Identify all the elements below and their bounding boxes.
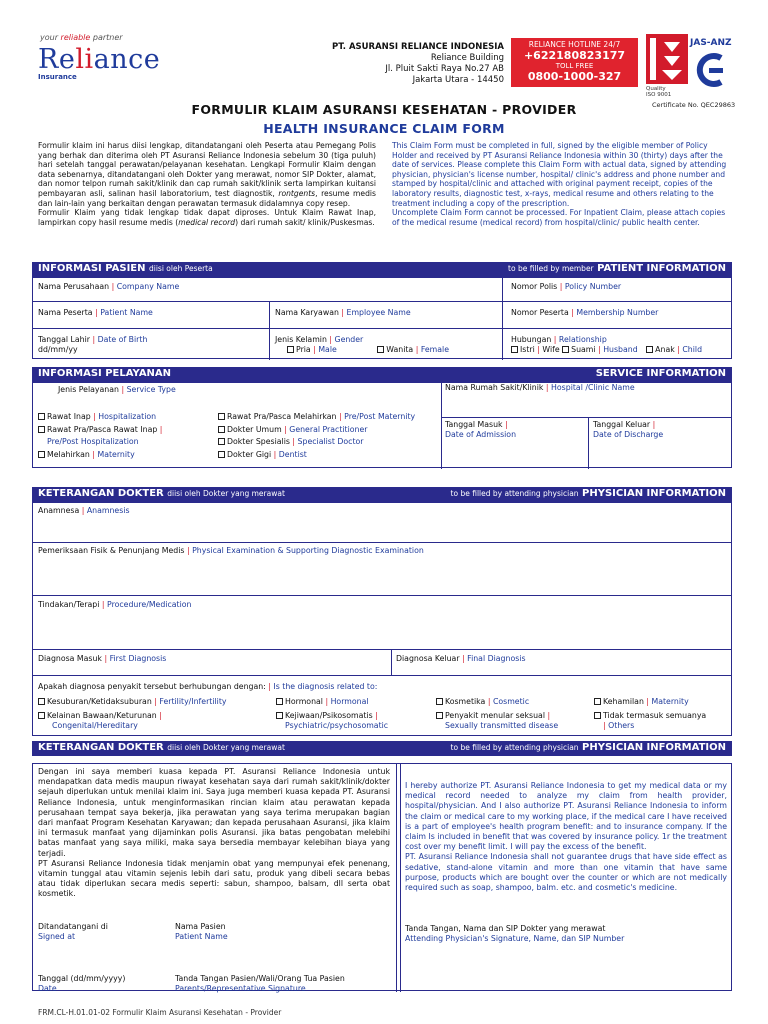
jas-anz-label: JAS-ANZ: [690, 38, 732, 48]
relationship-child-checkbox[interactable]: Anak | Child: [640, 345, 702, 354]
physician-signature-field[interactable]: Tanda Tangan, Nama dan SIP Dokter yang merawat Attending Physician's Signature, Name, dan SIP Number: [405, 924, 625, 943]
logo-subtitle: Insurance: [38, 73, 77, 81]
company-name: PT. ASURANSI RELIANCE INDONESIA: [332, 42, 504, 52]
reliance-logo: [38, 44, 160, 75]
patient-info-box: [32, 277, 732, 359]
gender-female-checkbox[interactable]: Wanita | Female: [339, 345, 449, 354]
bar-subtitle: to be filled by attending physician: [450, 743, 579, 752]
patient-name-sign-field[interactable]: Nama Pasien Patient Name: [175, 922, 228, 941]
patient-name-field[interactable]: Nama Peserta | Patient Name: [38, 308, 153, 317]
service-info-box: [32, 382, 732, 468]
sign-date-field[interactable]: Tanggal (dd/mm/yyyy) Date: [38, 974, 126, 993]
signed-at-field[interactable]: Ditandatangani di Signed at: [38, 922, 108, 941]
gender-field: Jenis Kelamin | Gender Pria | Male Wanita | Female: [275, 335, 450, 354]
quality-text: Quality: [646, 86, 666, 92]
iso-text: ISO 9001: [646, 92, 672, 98]
policy-number-field[interactable]: Nomor Polis | Policy Number: [511, 282, 622, 291]
intro-id-text: Formulir Klaim yang tidak lengkap tidak dapat diproses. Untuk Klaim Rawat Inap, lampirkan copy hasil resume medis (: [38, 208, 376, 227]
tagline-partner: partner: [92, 33, 123, 42]
bar-title: KETERANGAN DOKTER: [38, 488, 164, 499]
company-name-field[interactable]: Nama Perusahaan | Company Name: [38, 282, 180, 291]
physician-info-box: [32, 502, 732, 736]
tagline-reliable: reliable: [60, 33, 91, 42]
authorization-text-en: [405, 781, 727, 893]
bar-title: SERVICE INFORMATION: [595, 368, 726, 379]
bar-subtitle: to be filled by attending physician: [450, 489, 579, 498]
physician-info-bar-2: [32, 741, 732, 756]
maternity-checkbox[interactable]: Melahirkan | Maternity: [38, 449, 162, 462]
discharge-date-field[interactable]: Tanggal Keluar | Date of Discharge: [593, 420, 664, 439]
relationship-husband-checkbox[interactable]: Suami | Husband: [562, 345, 638, 354]
intro-en-text: Uncomplete Claim Form cannot be processed. For Inpatient Claim, please attach copies of the medical resume (medical record) from hospital/clinic/ public health center.: [392, 208, 726, 227]
hospital-name-field[interactable]: Nama Rumah Sakit/Klinik | Hospital /Clinic Name: [445, 383, 635, 392]
first-diagnosis-field[interactable]: Diagnosa Masuk | First Diagnosis: [38, 654, 167, 663]
intro-id-text: ) dari rumah sakit/ klinik/Puskesmas.: [235, 217, 375, 227]
bar-subtitle: diisi oleh Peserta: [148, 264, 213, 273]
hotline-label: RELIANCE HOTLINE 24/7: [528, 40, 621, 49]
bar-subtitle: diisi oleh Dokter yang merawat: [167, 743, 285, 752]
authorization-box: [32, 763, 732, 991]
none-of-above-checkbox[interactable]: Tidak termasuk semuanya | Others: [594, 711, 706, 731]
service-type-left-options: [38, 411, 162, 461]
form-code-footer: FRM.CL-H.01.01-02 Formulir Klaim Asuransi Kesehatan - Provider: [38, 1008, 282, 1017]
company-city: Jakarta Utara - 14450: [412, 75, 504, 85]
diagnosis-related-question: Apakah diagnosa penyakit tersebut berhubungan dengan: | Is the diagnosis related to:: [38, 682, 378, 691]
anamnesis-field[interactable]: Anamnesa | Anamnesis: [38, 506, 130, 515]
form-title-id: FORMULIR KLAIM ASURANSI KESEHATAN - PROVIDER: [191, 102, 577, 117]
bar-title: INFORMASI PELAYANAN: [38, 368, 172, 379]
intro-indonesian: [38, 141, 376, 227]
service-type-right-options: [218, 411, 415, 461]
procedure-field[interactable]: Tindakan/Terapi | Procedure/Medication: [38, 600, 192, 609]
pregnancy-checkbox[interactable]: Kehamilan | Maternity: [594, 697, 689, 707]
dentist-checkbox[interactable]: Dokter Gigi | Dentist: [218, 449, 415, 462]
auth-en-para: I hereby authorize PT. Asuransi Reliance Indonesia to get my medical data or my medical record needed to analyze my claim from health provider, hospital/physician. And I also authorize PT. Asuransi Reliance Indonesia to inform the claim or medical care to my working place, if the medical care I have received is a part of employee's health program benefit: and to insurance company. If the claim Is included in benefit that was covered by insurance policy. 1r the treatment cost over my benefit limit. I will pay the excess of the benefit.: [405, 781, 727, 852]
membership-number-field[interactable]: Nomor Peserta | Membership Number: [511, 308, 659, 317]
fertility-checkbox[interactable]: Kesuburan/Ketidaksuburan | Fertility/Infertility: [38, 697, 227, 707]
auth-id-para: Dengan ini saya memberi kuasa kepada PT. Asuransi Reliance Indonesia untuk mendapatkan data medis maupun riwayat kesehatan saya dari rumah sakit/klinik/dokter sejauh diperlukan untuk menilai klaim ini. Saya juga memberi kuasa kepada PT. Asuransi Reliance Indonesia, untuk menginformasikan rincian klaim atau perawatan kepada perusahaan tempat saya bekerja, jika perawatan yang saya terima merupakan bagian dari manfaat Program Kesehatan Karyawan; dan kepada perusahaan Asuransi, jika klaim ini termasuk manfaat yang dijaminkan polis Asuransi. jika batas pengobatan melebihi batas manfaat yang saya miliki, maka saya bersedia membayar kelebihan biaya yang terjadi.: [38, 767, 390, 858]
auth-id-para: PT Asuransi Reliance Indonesia tidak menjamin obat yang mempunyai efek penenang, vitamin tunggal atau vitamin sejenis lebih dari satu, produk yang dibeli secara bebas atau tidak diperlukan secara medis seperti: sabun, shampoo, balsam, dll serta obat kosmetik.: [38, 858, 390, 899]
tagline-your: your: [40, 33, 58, 42]
gender-male-checkbox[interactable]: Pria | Male: [275, 345, 337, 354]
hormonal-checkbox[interactable]: Hormonal | Hormonal: [276, 697, 369, 707]
inpatient-checkbox[interactable]: Rawat Inap | Hospitalization: [38, 411, 162, 424]
tollfree-label: TOLL FREE: [555, 62, 594, 70]
intro-id-text: , resume medis dan lain-lain yang berkaitan dengan perawatan termasuk didalamnya copy resep.: [38, 188, 376, 208]
authorization-text-id: [38, 767, 390, 900]
jas-anz-logo-icon: [693, 52, 725, 88]
prepost-hospitalization-checkbox[interactable]: Rawat Pra/Pasca Rawat Inap | Pre/Post Hospitalization: [38, 424, 162, 449]
hotline-number: +622180823177: [523, 49, 626, 62]
certificate-number: Certificate No. QEC29863: [652, 101, 736, 109]
company-info: [332, 42, 504, 86]
patient-info-bar: [32, 262, 732, 277]
relationship-wife-checkbox[interactable]: Istri | Wife: [511, 345, 560, 354]
employee-name-field[interactable]: Nama Karyawan | Employee Name: [275, 308, 411, 317]
hotline-box: [511, 38, 638, 87]
bar-title: PHYSICIAN INFORMATION: [582, 488, 726, 499]
final-diagnosis-field[interactable]: Diagnosa Keluar | Final Diagnosis: [396, 654, 526, 663]
congenital-checkbox[interactable]: Kelainan Bawaan/Keturunan | Congenital/Hereditary: [38, 711, 162, 731]
quality-label: [646, 86, 671, 98]
bar-subtitle: diisi oleh Dokter yang merawat: [167, 489, 285, 498]
logo-part: ance: [93, 44, 161, 75]
specialist-checkbox[interactable]: Dokter Spesialis | Specialist Doctor: [218, 436, 415, 449]
tollfree-number: 0800-1000-327: [527, 70, 622, 83]
service-type-label: Jenis Pelayanan | Service Type: [58, 385, 176, 394]
prepost-maternity-checkbox[interactable]: Rawat Pra/Pasca Melahirkan | Pre/Post Maternity: [218, 411, 415, 424]
admission-date-field[interactable]: Tanggal Masuk | Date of Admission: [445, 420, 517, 439]
form-title-en: HEALTH INSURANCE CLAIM FORM: [263, 121, 505, 136]
logo-part: li: [75, 44, 94, 75]
logo-part: Re: [38, 44, 76, 75]
intro-id-text: Formulir klaim ini harus diisi lengkap, ditandatangani oleh Peserta atau Pemegang Polis yang berhak dan diterima oleh PT Asuransi Reliance Indonesia sebelum 30 (tiga puluh) hari setelah tanggal perawatan/pelayanan kesehatan. Lengkapi Formulir Klaim dengan data sebenarnya, ditandatangani oleh Dokter yang merawat, nomor SIP Dokter, alamat, dan nomor telpon rumah sakit/klinik dan cap rumah sakit/klinik serta lampirkan kuitansi pembayaran asli, salinan hasil laboratorium, test diagnostik,: [38, 141, 376, 198]
std-checkbox[interactable]: Penyakit menular seksual | Sexually transmitted disease: [436, 711, 558, 731]
company-address: Jl. Pluit Sakti Raya No.27 AB: [385, 64, 504, 74]
bar-title: KETERANGAN DOKTER: [38, 742, 164, 753]
bar-subtitle: to be filled by member: [508, 264, 594, 273]
intro-id-rontgen: rontgents: [278, 188, 316, 198]
bar-title: PATIENT INFORMATION: [597, 263, 726, 274]
company-building: Reliance Building: [430, 53, 504, 63]
relationship-field: Hubungan | Relationship Istri | Wife Suami | Husband Anak | Child: [511, 335, 703, 354]
physical-exam-field[interactable]: Pemeriksaan Fisik & Penunjang Medis | Physical Examination & Supporting Diagnostic Examination: [38, 546, 424, 555]
general-practitioner-checkbox[interactable]: Dokter Umum | General Practitioner: [218, 424, 415, 437]
physician-info-bar: [32, 487, 732, 502]
intro-en-text: This Claim Form must be completed in full, signed by the eligible member of Policy Holder and received by PT Asuransi Reliance Indonesia within 30 (thirty) days after the date of services. Please complete this Claim Form with actual data, signed by attending physician, physician's license number, hospital/ clinic's address and phone number and stamped by hospital/clinic and attached with original payment receipt, copies of the laboratory results, diagnostic test, x-rays, medical resume and others relating to the treatment including a copy of the prescription.: [392, 141, 727, 208]
dob-format: dd/mm/yy: [38, 345, 78, 354]
patient-signature-field[interactable]: Tanda Tangan Pasien/Wali/Orang Tua Pasien Parents/Representative Signature: [175, 974, 345, 993]
service-info-bar: [32, 367, 732, 382]
tagline: [40, 33, 123, 42]
dob-field[interactable]: Tanggal Lahir | Date of Birth dd/mm/yy: [38, 335, 148, 354]
bar-title: INFORMASI PASIEN: [38, 263, 146, 274]
bar-title: PHYSICIAN INFORMATION: [582, 742, 726, 753]
auth-en-para: PT. Asuransi Reliance Indonesia shall not guarantee drugs that have side effect as sedative, stand-alone vitamin and more than one vitamin that have same purpose, products which are bought over the counter or which are not medically required such as soap, shampoo, balm. etc. and cosmetic's medicine.: [405, 852, 727, 893]
psychiatric-checkbox[interactable]: Kejiwaan/Psikosomatis | Psychiatric/psychosomatic: [276, 711, 388, 731]
intro-id-medrec: medical record: [178, 217, 236, 227]
intro-english: [392, 141, 732, 227]
cosmetic-checkbox[interactable]: Kosmetika | Cosmetic: [436, 697, 529, 707]
